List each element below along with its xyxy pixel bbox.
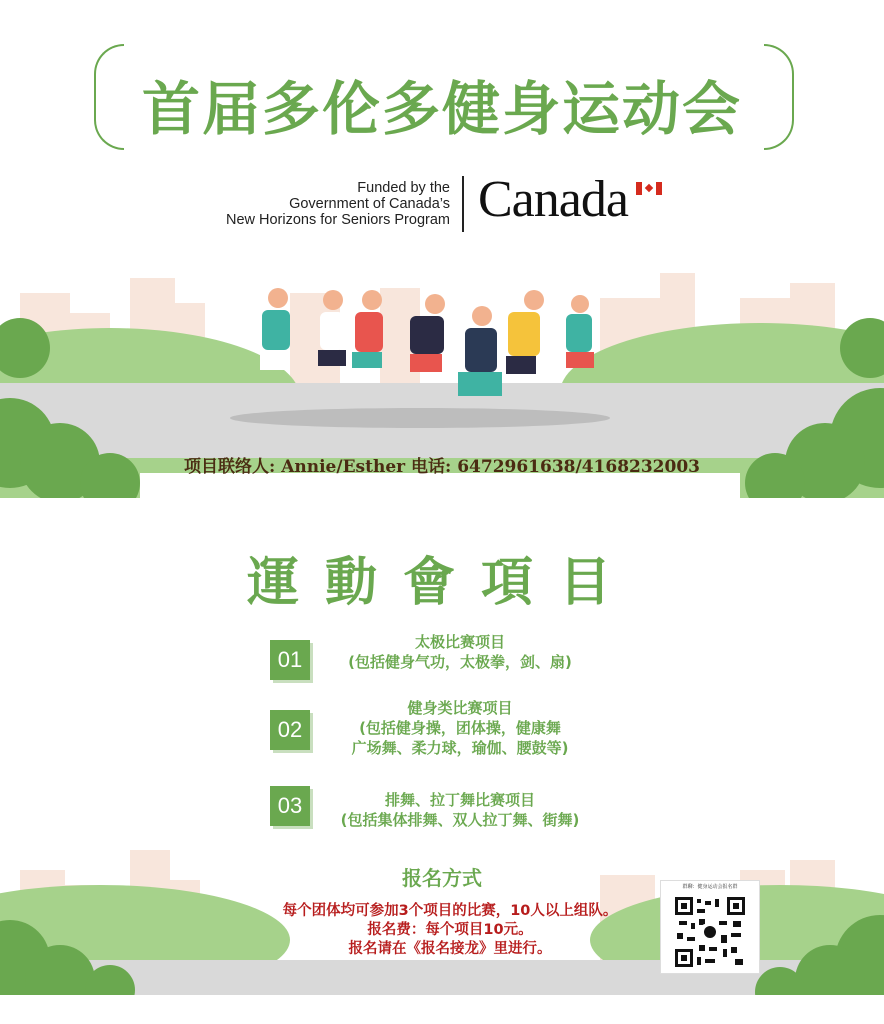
- registration-line: 每个团体均可参加3个项目的比赛，10人以上组队。: [282, 903, 618, 919]
- event-item-line: 太极比赛项目: [414, 633, 505, 651]
- canada-flag-icon: [636, 182, 662, 195]
- event-item-fitness: [320, 698, 600, 758]
- qr-code-card[interactable]: [660, 880, 760, 974]
- event-item-line: (包括健身气功，太极拳，剑、扇): [348, 653, 572, 671]
- event-number-badge: 01: [270, 640, 310, 680]
- funded-line: Funded by the: [357, 180, 450, 196]
- event-item-dance: [320, 790, 600, 830]
- canada-wordmark: Canada: [478, 171, 628, 228]
- registration-title: 报名方式: [402, 866, 482, 890]
- registration-line: 报名请在《报名接龙》里进行。: [348, 941, 552, 957]
- event-number-badge: 02: [270, 710, 310, 750]
- event-item-line: 排舞、拉丁舞比赛项目: [384, 791, 535, 809]
- qr-code-icon: [675, 897, 745, 967]
- event-item-taichi: [320, 632, 600, 672]
- registration-line: 报名费：每个项目10元。: [367, 922, 533, 938]
- qr-caption: 群聊：健身运动会报名群: [682, 884, 738, 890]
- page-title: 首届多伦多健身运动会: [141, 75, 742, 143]
- funded-by-text: [210, 180, 450, 228]
- funded-line: Government of Canada’s: [289, 196, 450, 212]
- event-item-line: 健身类比赛项目: [407, 699, 513, 717]
- bottom-band: [0, 995, 884, 1024]
- event-item-line: (包括集体排舞、双人拉丁舞、街舞): [340, 811, 580, 829]
- events-title: 運動會項目: [246, 552, 637, 613]
- contact-info: 项目联络人: Annie/Esther 电话: 6472961638/4168232003: [184, 457, 700, 477]
- event-item-line: (包括健身操，团体操，健康舞: [359, 719, 561, 737]
- divider: [462, 176, 464, 232]
- event-item-line: 广场舞、柔力球，瑜伽、腰鼓等): [351, 739, 569, 757]
- event-number-badge: 03: [270, 786, 310, 826]
- funded-line: New Horizons for Seniors Program: [225, 212, 450, 228]
